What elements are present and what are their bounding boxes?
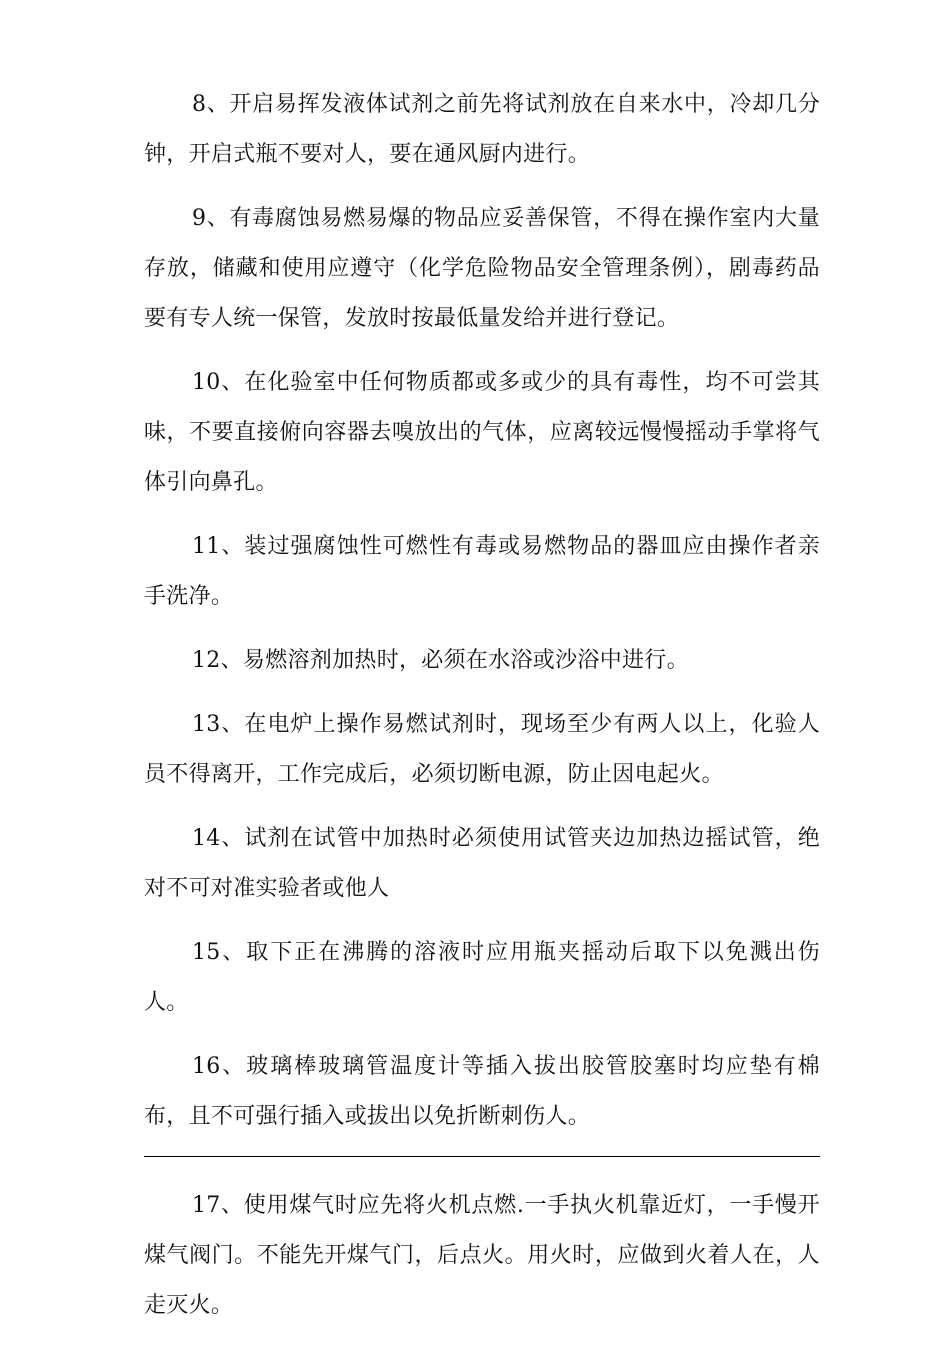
rule-8: 8、开启易挥发液体试剂之前先将试剂放在自来水中，冷却几分钟，开启式瓶不要对人，要在通风厨内进行。: [144, 92, 820, 167]
rule-13: 13、在电炉上操作易燃试剂时，现场至少有两人以上，化验人员不得离开，工作完成后，必须切断电源，防止因电起火。: [144, 712, 820, 787]
rule-14: 14、试剂在试管中加热时必须使用试管夹边加热边摇试管，绝对不可对准实验者或他人: [144, 826, 820, 901]
rule-10: 10、在化验室中任何物质都或多或少的具有毒性，均不可尝其味，不要直接俯向容器去嗅放出的气体，应离较远慢慢摇动手掌将气体引向鼻孔。: [144, 370, 820, 495]
rule-9: 9、有毒腐蚀易燃易爆的物品应妥善保管，不得在操作室内大量存放，储藏和使用应遵守（化学危险物品安全管理条例），剧毒药品要有专人统一保管，发放时按最低量发给并进行登记。: [144, 206, 820, 331]
rule-11: 11、装过强腐蚀性可燃性有毒或易燃物品的器皿应由操作者亲手洗净。: [144, 534, 820, 609]
rule-12: 12、易燃溶剂加热时，必须在水浴或沙浴中进行。: [192, 648, 689, 673]
document-page: [144, 80, 820, 1345]
rule-16: 16、玻璃棒玻璃管温度计等插入拔出胶管胶塞时均应垫有棉布，且不可强行插入或拔出以免折断刺伤人。: [144, 1054, 820, 1129]
rule-15: 15、取下正在沸腾的溶液时应用瓶夹摇动后取下以免溅出伤人。: [144, 940, 820, 1015]
section-divider: [144, 1156, 820, 1157]
rule-17: 17、使用煤气时应先将火机点燃.一手执火机靠近灯，一手慢开煤气阀门。不能先开煤气门，后点火。用火时，应做到火着人在，人走灭火。: [144, 1193, 820, 1318]
